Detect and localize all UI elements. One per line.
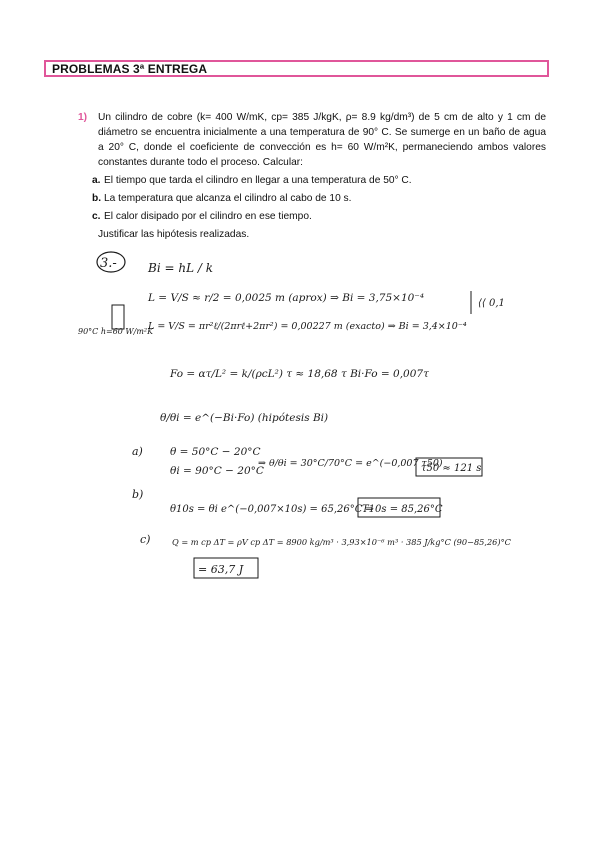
- hw-c-result: = 63,7 J: [198, 563, 244, 576]
- hw-length-exact: L = V/S = πr²ℓ/(2πrℓ+2πr²) = 0,00227 m (exacto) ⇒ Bi = 3,4×10⁻⁴: [148, 321, 467, 332]
- question-mark: c.: [92, 211, 101, 222]
- question-mark: b.: [92, 193, 102, 204]
- cylinder-sketch-icon: [112, 305, 124, 329]
- hw-fourier: Fo = ατ/L² = k/(ρcL²) τ ≈ 18,68 τ Bi·Fo = 0,007τ: [170, 368, 429, 380]
- problem-statement: Un cilindro de cobre (k= 400 W/mK, cp= 385 J/kgK, ρ= 8.9 kg/dm³) de 5 cm de alto y 1 cm de diámetro se encuentra inicialmente a una temperatura de 90° C. Se sumerge en un baño de agua a 20° C, donde el coeficiente de convección es h= 60 W/m²K, permaneciendo ambos valores constantes durante todo el proceso. Calcular:: [98, 112, 546, 168]
- hw-b-label: b): [132, 488, 144, 501]
- question-text: El tiempo que tarda el cilindro en llegar a una temperatura de 50° C.: [104, 175, 412, 186]
- hw-label: 3.-: [100, 256, 117, 271]
- page-title: PROBLEMAS 3ª ENTREGA: [52, 62, 208, 76]
- hw-side-note: 90°C h=60 W/m²K: [78, 327, 154, 336]
- problem-number: 1): [78, 112, 88, 123]
- justification-note: Justificar las hipótesis realizadas.: [98, 229, 250, 240]
- hw-c-label: c): [140, 533, 151, 546]
- hw-a-theta-i: θi = 90°C − 20°C: [170, 465, 264, 477]
- hw-a-label: a): [132, 445, 143, 458]
- hw-biot-criterion: ⟨⟨ 0,1: [478, 298, 505, 309]
- hw-length-approx: L = V/S ≈ r/2 = 0,0025 m (aprox) ⇒ Bi = 3,75×10⁻⁴: [148, 292, 425, 304]
- question-mark: a.: [92, 175, 101, 186]
- hw-a-theta: θ = 50°C − 20°C: [170, 446, 261, 458]
- hw-c-equation: Q = m cp ΔT = ρV cp ΔT = 8900 kg/m³ · 3,93×10⁻⁶ m³ · 385 J/kg°C (90−85,26)°C: [172, 537, 511, 547]
- question-text: La temperatura que alcanza el cilindro al cabo de 10 s.: [104, 193, 352, 204]
- hw-biot-formula: Bi = hL / k: [148, 261, 213, 275]
- question-text: El calor disipado por el cilindro en ese tiempo.: [104, 211, 312, 222]
- hw-b-result: T10s = 85,26°C: [362, 504, 443, 515]
- hw-a-ratio: ⇒ θ/θi = 30°C/70°C = e^(−0,007 τ50): [258, 458, 443, 469]
- hw-b-equation: θ10s = θi e^(−0,007×10s) = 65,26°C ⇒: [170, 504, 374, 515]
- hw-lumped-equation: θ/θi = e^(−Bi·Fo) (hipótesis Bi): [160, 412, 329, 424]
- hw-a-result: τ50 ≈ 121 s: [421, 463, 482, 474]
